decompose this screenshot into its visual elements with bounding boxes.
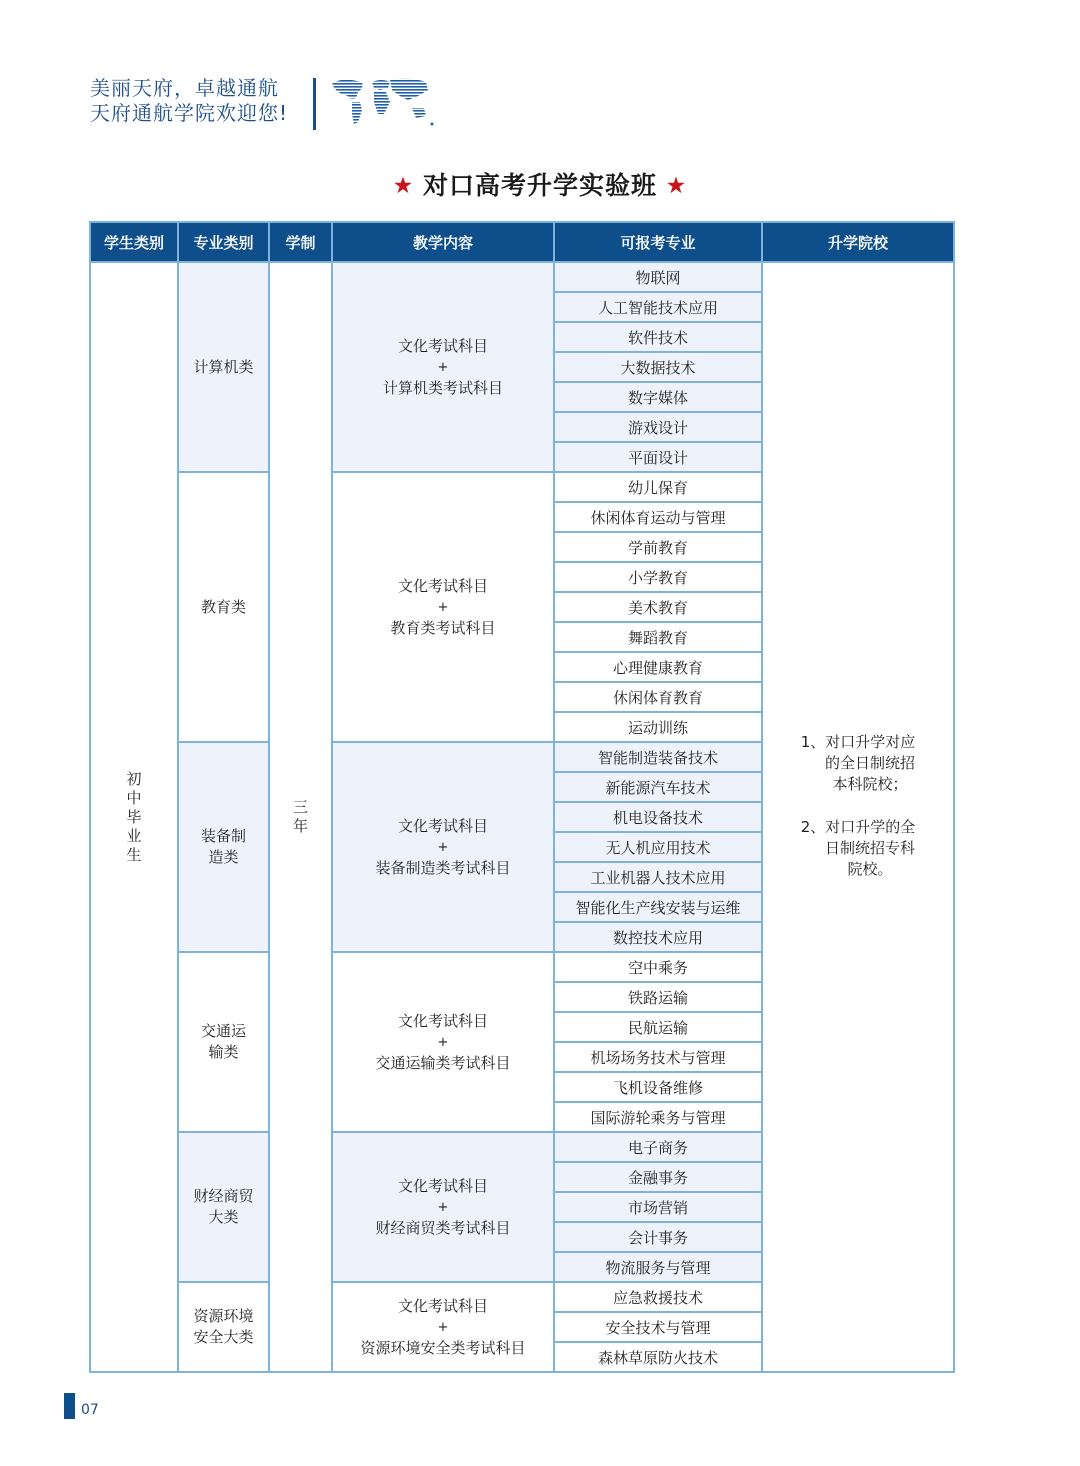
major-cell: 市场营销	[554, 1192, 762, 1222]
major-cell: 铁路运输	[554, 982, 762, 1012]
content-cell: 文化考试科目 + 装备制造类考试科目	[332, 742, 554, 952]
page-number: 07	[81, 1402, 99, 1418]
major-cell: 数控技术应用	[554, 922, 762, 952]
major-cell: 智能化生产线安装与运维	[554, 892, 762, 922]
major-cell: 舞蹈教育	[554, 622, 762, 652]
major-cell: 无人机应用技术	[554, 832, 762, 862]
major-cell: 机场场务技术与管理	[554, 1042, 762, 1072]
content-cell: 文化考试科目 + 交通运输类考试科目	[332, 952, 554, 1132]
major-cell: 心理健康教育	[554, 652, 762, 682]
header-slogan	[90, 76, 288, 126]
header-schools: 升学院校	[762, 222, 954, 262]
category-cell: 教育类	[178, 472, 269, 742]
program-table	[89, 221, 955, 1373]
major-cell: 工业机器人技术应用	[554, 862, 762, 892]
world-map-icon	[328, 74, 436, 130]
table-row	[90, 262, 954, 292]
major-cell: 森林草原防火技术	[554, 1342, 762, 1372]
major-cell: 软件技术	[554, 322, 762, 352]
major-cell: 电子商务	[554, 1132, 762, 1162]
category-cell: 交通运 输类	[178, 952, 269, 1132]
title-text: 对口高考升学实验班	[422, 171, 657, 200]
student-type-cell: 初中毕业生	[90, 262, 178, 1372]
major-cell: 数字媒体	[554, 382, 762, 412]
slogan-line-2: 天府通航学院欢迎您!	[90, 101, 289, 125]
major-cell: 幼儿保育	[554, 472, 762, 502]
major-cell: 会计事务	[554, 1222, 762, 1252]
major-cell: 人工智能技术应用	[554, 292, 762, 322]
content-cell: 文化考试科目 + 资源环境安全类考试科目	[332, 1282, 554, 1372]
header-category: 专业类别	[178, 222, 269, 262]
major-cell: 美术教育	[554, 592, 762, 622]
content-cell: 文化考试科目 + 教育类考试科目	[332, 472, 554, 742]
major-cell: 休闲体育运动与管理	[554, 502, 762, 532]
major-cell: 安全技术与管理	[554, 1312, 762, 1342]
page-marker	[64, 1393, 75, 1419]
major-cell: 国际游轮乘务与管理	[554, 1102, 762, 1132]
major-cell: 运动训练	[554, 712, 762, 742]
header-duration: 学制	[269, 222, 332, 262]
major-cell: 物流服务与管理	[554, 1252, 762, 1282]
slogan-line-1: 美丽天府，卓越通航	[90, 76, 279, 100]
content-cell: 文化考试科目 + 计算机类考试科目	[332, 262, 554, 472]
header-student-type: 学生类别	[90, 222, 178, 262]
star-left-icon: ★	[394, 173, 413, 197]
major-cell: 休闲体育教育	[554, 682, 762, 712]
category-cell: 装备制 造类	[178, 742, 269, 952]
major-cell: 小学教育	[554, 562, 762, 592]
major-cell: 大数据技术	[554, 352, 762, 382]
category-cell: 计算机类	[178, 262, 269, 472]
major-cell: 游戏设计	[554, 412, 762, 442]
header-majors: 可报考专业	[554, 222, 762, 262]
duration-cell: 三年	[269, 262, 332, 1372]
schools-cell	[762, 262, 954, 1372]
major-cell: 应急救援技术	[554, 1282, 762, 1312]
page-title	[0, 166, 1080, 202]
header-divider	[313, 78, 316, 130]
major-cell: 物联网	[554, 262, 762, 292]
major-cell: 空中乘务	[554, 952, 762, 982]
major-cell: 平面设计	[554, 442, 762, 472]
major-cell: 飞机设备维修	[554, 1072, 762, 1102]
major-cell: 新能源汽车技术	[554, 772, 762, 802]
major-cell: 金融事务	[554, 1162, 762, 1192]
table-header-row	[90, 222, 954, 262]
category-cell: 资源环境 安全大类	[178, 1282, 269, 1372]
major-cell: 民航运输	[554, 1012, 762, 1042]
header-content: 教学内容	[332, 222, 554, 262]
school-item-1: 1、对口升学对应 的全日制统招 本科院校；	[800, 733, 916, 793]
star-right-icon: ★	[667, 173, 686, 197]
major-cell: 机电设备技术	[554, 802, 762, 832]
category-cell: 财经商贸 大类	[178, 1132, 269, 1282]
major-cell: 学前教育	[554, 532, 762, 562]
major-cell: 智能制造装备技术	[554, 742, 762, 772]
school-item-2: 2、对口升学的全 日制统招专科 院校。	[800, 818, 916, 878]
content-cell: 文化考试科目 + 财经商贸类考试科目	[332, 1132, 554, 1282]
